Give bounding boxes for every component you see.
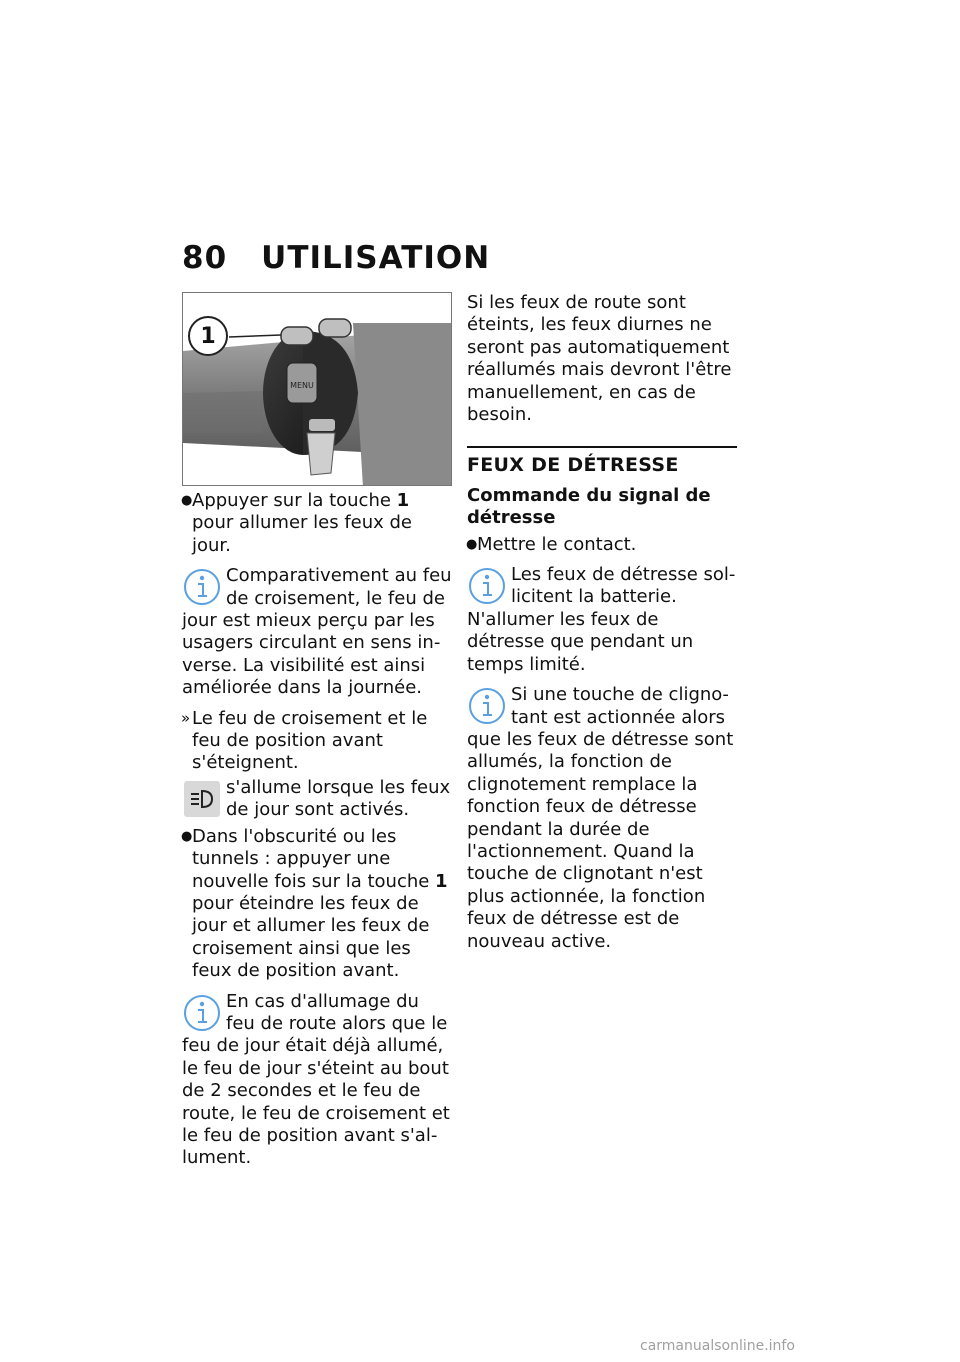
info-note-text: Si une touche de clignotant est actionnée alors que les feux de détresse sont allumés, la fonction de clignotement remplace la fonction feux de détresse pendant la durée de l'actionnement. Quand la touche de clignotant n'est plus actionnée, la fonction feux de détresse est de nouveau active. (467, 684, 734, 952)
result-lights-off: » Le feu de croisement et le feu de position avant s'éteignent. (181, 707, 428, 774)
handlebar-switch-illustration (183, 293, 452, 486)
menu-button-label: MENU (290, 381, 314, 390)
page-title: UTILISATION (261, 240, 491, 276)
paragraph-daytime-lights-reactivation: Si les feux de route sont éteints, les feux diurnes ne seront pas automatiquement réallumés mais devront l'être manuellement, en cas de besoin. (467, 292, 732, 426)
info-icon (182, 567, 222, 607)
info-note-text: Les feux de détresse sollicitent la batterie. N'allumer les feux de détresse que pendant un temps limité. (467, 564, 736, 675)
bullet-dot: ● (466, 536, 478, 552)
page-header (182, 240, 490, 276)
watermark: carmanualsonline.info (640, 1338, 795, 1354)
info-icon (467, 686, 507, 726)
right-column (467, 292, 737, 953)
left-column (182, 292, 452, 1170)
result-arrow: » (181, 708, 191, 727)
step-daytime-light-on: ● Appuyer sur la touche 1 pour allumer les feux de jour. (181, 490, 413, 556)
bullet-dot: ● (181, 828, 193, 844)
daytime-light-indicator-row (182, 777, 452, 822)
handlebar-switch-figure (182, 292, 452, 486)
section-divider (467, 446, 737, 448)
figure-callout-1: 1 (188, 316, 228, 356)
daytime-light-icon (184, 781, 220, 817)
info-icon (182, 993, 222, 1033)
info-note-high-beam (182, 991, 452, 1170)
info-note-battery (467, 564, 737, 676)
step-ignition-on: ● Mettre le contact. (466, 533, 637, 555)
page-number: 80 (182, 240, 228, 276)
info-icon (467, 566, 507, 606)
bullet-dot: ● (181, 493, 193, 508)
info-note-text: Comparativement au feu de croisement, le feu de jour est mieux perçu par les usagers circulant en sens inverse. La visibilité est ainsi améliorée dans la journée. (182, 565, 452, 699)
info-note-turn-signal (467, 684, 737, 953)
info-note-daytime-visibility (182, 565, 452, 699)
subsection-title-hazard-control: Commande du signal de détresse (467, 484, 711, 529)
daytime-light-indicator-text: s'allume lorsque les feux de jour sont activés. (226, 776, 451, 821)
section-title-hazard-lights: FEUX DE DÉTRESSE (467, 454, 679, 477)
info-note-text: En cas d'allumage du feu de route alors que le feu de jour était déjà allumé, le feu de jour s'éteint au bout de 2 secondes et le feu de route, le feu de croisement et le feu de position avant s'allument. (182, 990, 450, 1169)
step-tunnel-low-beam: ● Dans l'obscurité ou les tunnels : appuyer une nouvelle fois sur la touche 1 pour éteindre les feux de jour et allumer les feux de croisement ainsi que les feux de position avant. (181, 825, 448, 982)
